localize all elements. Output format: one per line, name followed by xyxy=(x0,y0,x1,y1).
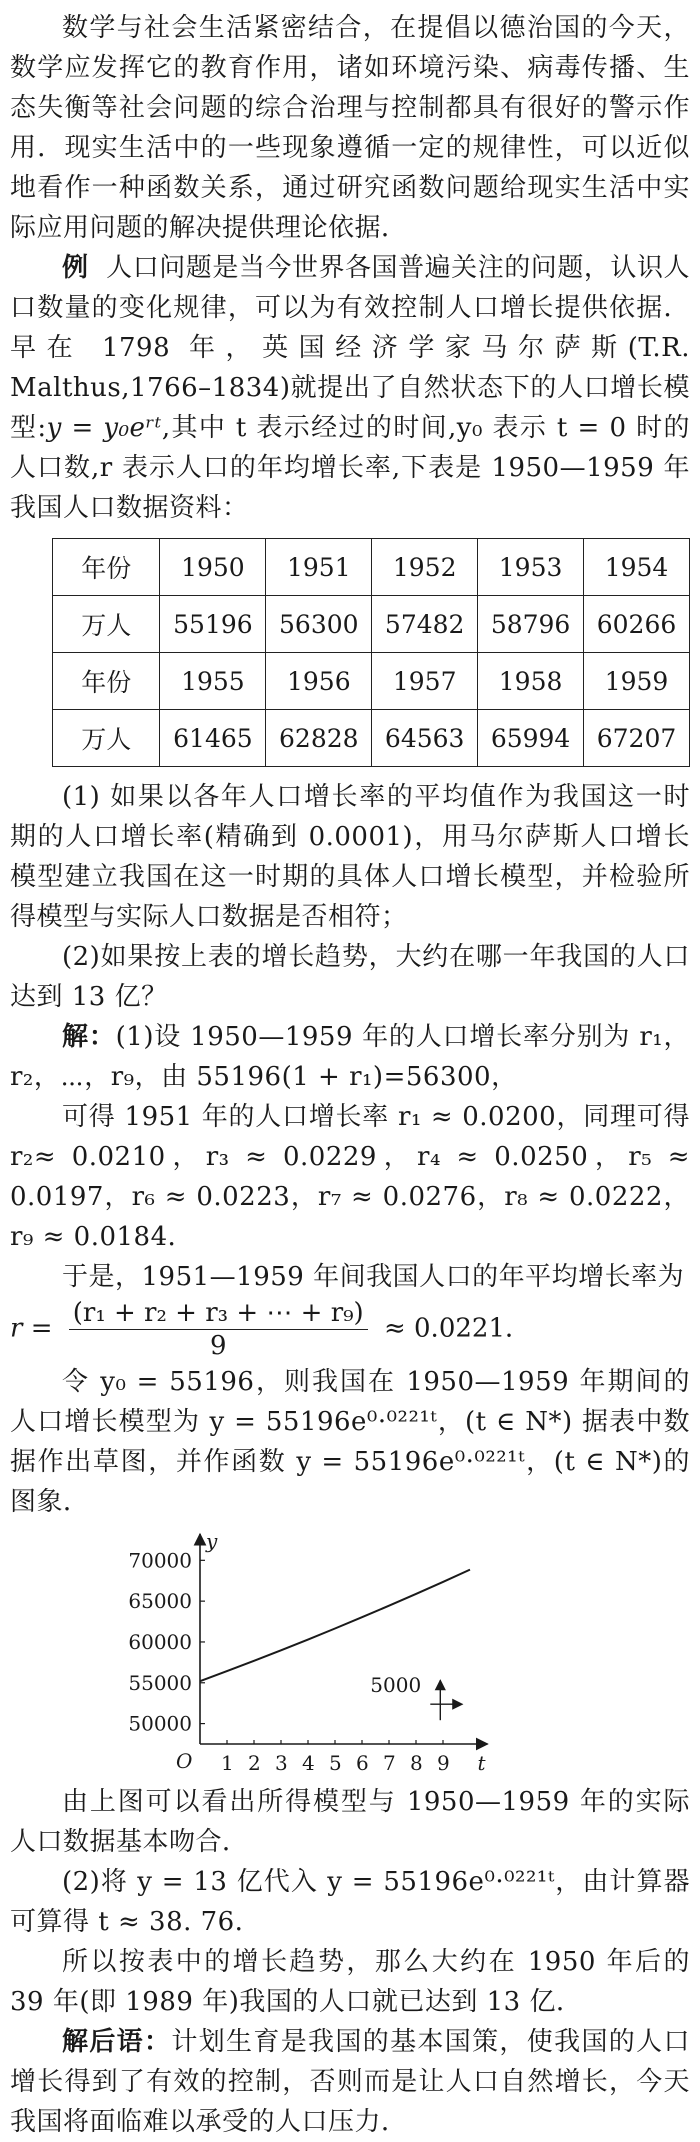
eq-rhs: ≈ 0.0221． xyxy=(383,1313,531,1344)
chart-annotation: 5000 xyxy=(370,1673,422,1698)
y-axis-label: y xyxy=(206,1530,218,1553)
y-tick-label: 65000 xyxy=(128,1589,192,1614)
y-tick-label: 60000 xyxy=(128,1629,192,1654)
table-cell: 64563 xyxy=(372,710,478,767)
eq-fraction xyxy=(69,1297,368,1362)
table-cell: 1959 xyxy=(584,653,690,710)
x-tick-label: 5 xyxy=(329,1751,342,1772)
afterword-paragraph xyxy=(10,2022,690,2142)
table-cell: 1955 xyxy=(160,653,266,710)
x-tick-label: 1 xyxy=(221,1751,234,1772)
solution-step-5: 由上图可以看出所得模型与 1950—1959 年的实际人口数据基本吻合． xyxy=(10,1787,690,1857)
table-row-header: 年份 xyxy=(53,539,160,596)
table-row-header: 年份 xyxy=(53,653,160,710)
table-cell: 1956 xyxy=(266,653,372,710)
origin-label: O xyxy=(176,1749,193,1772)
solution-step-4: 令 y₀ = 55196，则我国在 1950—1959 年期间的人口增长模型为 y = 55196e⁰·⁰²²¹ᵗ，(t ∈ N*) 据表中数据作出草图，并作函数 y = 55196e⁰·⁰²²¹ᵗ，(t ∈ N*)的图象． xyxy=(10,1367,690,1517)
population-table-wrap xyxy=(52,538,690,767)
table-cell: 58796 xyxy=(478,596,584,653)
table-cell: 1952 xyxy=(372,539,478,596)
x-tick-label: 7 xyxy=(383,1751,396,1772)
table-cell: 67207 xyxy=(584,710,690,767)
example-paragraph xyxy=(10,248,690,528)
intro-paragraph: 数学与社会生活紧密结合，在提倡以德治国的今天，数学应发挥它的教育作用，诸如环境污染、病毒传播、生态失衡等社会问题的综合治理与控制都具有很好的警示作用．现实生活中的一些现象遵循一定的规律性，可以近似地看作一种函数关系，通过研究函数问题给现实生活中实际应用问题的解决提供理论依据． xyxy=(10,13,690,243)
table-cell: 55196 xyxy=(160,596,266,653)
table-cell: 1953 xyxy=(478,539,584,596)
x-tick-label: 3 xyxy=(275,1751,288,1772)
table-cell: 60266 xyxy=(584,596,690,653)
average-rate-equation xyxy=(10,1297,690,1362)
eq-denominator: 9 xyxy=(209,1331,227,1361)
table-cell: 1954 xyxy=(584,539,690,596)
example-text-2: ,其中 t 表示经过的时间,y₀ 表示 t = 0 时的人口数,r 表示人口的年均增长率,下表是 1950—1959 年我国人口数据资料： xyxy=(10,413,690,523)
solution-step-6: (2)将 y = 13 亿代入 y = 55196e⁰·⁰²²¹ᵗ，由计算器可算得 t ≈ 38. 76． xyxy=(10,1867,690,1937)
chart-svg xyxy=(70,1530,500,1772)
eq-numerator: (r₁ + r₂ + r₃ + ⋯ + r₉) xyxy=(69,1297,368,1330)
table-row-header: 万人 xyxy=(53,596,160,653)
table-cell: 62828 xyxy=(266,710,372,767)
table-cell: 1957 xyxy=(372,653,478,710)
table-cell: 56300 xyxy=(266,596,372,653)
y-tick-label: 70000 xyxy=(128,1548,192,1573)
solution-label: 解： xyxy=(62,1022,116,1052)
x-tick-label: 4 xyxy=(302,1751,315,1772)
model-formula: y = y₀eʳᵗ xyxy=(46,413,162,443)
table-row xyxy=(53,653,690,710)
solution-text-1: (1)设 1950—1959 年的人口增长率分别为 r₁，r₂，⋯，r₉，由 55196(1 + r₁)=56300， xyxy=(10,1022,690,1092)
solution-step-1 xyxy=(10,1017,690,1097)
x-axis-label: t xyxy=(477,1751,486,1772)
population-table xyxy=(52,538,690,767)
x-tick-label: 9 xyxy=(437,1751,450,1772)
table-cell: 57482 xyxy=(372,596,478,653)
question-1: (1) 如果以各年人口增长率的平均值作为我国这一时期的人口增长率(精确到 0.0001)，用马尔萨斯人口增长模型建立我国在这一时期的具体人口增长模型，并检验所得模型与实际人口数据是否相符； xyxy=(10,782,690,932)
afterword-text: 计划生育是我国的基本国策，使我国的人口增长得到了有效的控制，否则而是让人口自然增长，今天我国将面临难以承受的人口压力． xyxy=(10,2027,690,2137)
table-cell: 1951 xyxy=(266,539,372,596)
table-row xyxy=(53,539,690,596)
eq-lhs: r = xyxy=(10,1313,53,1344)
table-row-header: 万人 xyxy=(53,710,160,767)
table-cell: 1950 xyxy=(160,539,266,596)
solution-step-3: 于是，1951—1959 年间我国人口的年平均增长率为 xyxy=(62,1262,685,1292)
solution-step-2: 可得 1951 年的人口增长率 r₁ ≈ 0.0200，同理可得 r₂≈ 0.0210，r₃ ≈ 0.0229，r₄ ≈ 0.0250，r₅ ≈ 0.0197，r₆ ≈ 0.0223，r₇ ≈ 0.0276，r₈ ≈ 0.0222，r₉ ≈ 0.0184． xyxy=(10,1102,690,1252)
x-tick-label: 8 xyxy=(410,1751,423,1772)
table-cell: 65994 xyxy=(478,710,584,767)
table-cell: 1958 xyxy=(478,653,584,710)
model-curve xyxy=(200,1570,470,1682)
population-chart xyxy=(70,1530,690,1776)
question-2: (2)如果按上表的增长趋势，大约在哪一年我国的人口达到 13 亿？ xyxy=(10,942,690,1012)
x-tick-label: 6 xyxy=(356,1751,369,1772)
y-tick-label: 50000 xyxy=(128,1711,192,1736)
afterword-label: 解后语： xyxy=(62,2027,172,2057)
example-label: 例 xyxy=(62,253,89,283)
example-text-1: 人口问题是当今世界各国普遍关注的问题，认识人口数量的变化规律，可以为有效控制人口增长提供依据．早在 1798 年，英国经济学家马尔萨斯(T.R. Malthus,1766–1834)就提出了自然状态下的人口增长模型: xyxy=(10,253,690,443)
table-row xyxy=(53,596,690,653)
solution-step-7: 所以按表中的增长趋势，那么大约在 1950 年后的 39 年(即 1989 年)我国的人口就已达到 13 亿． xyxy=(10,1947,690,2017)
x-tick-label: 2 xyxy=(248,1751,261,1772)
y-tick-label: 55000 xyxy=(128,1670,192,1695)
table-row xyxy=(53,710,690,767)
table-cell: 61465 xyxy=(160,710,266,767)
